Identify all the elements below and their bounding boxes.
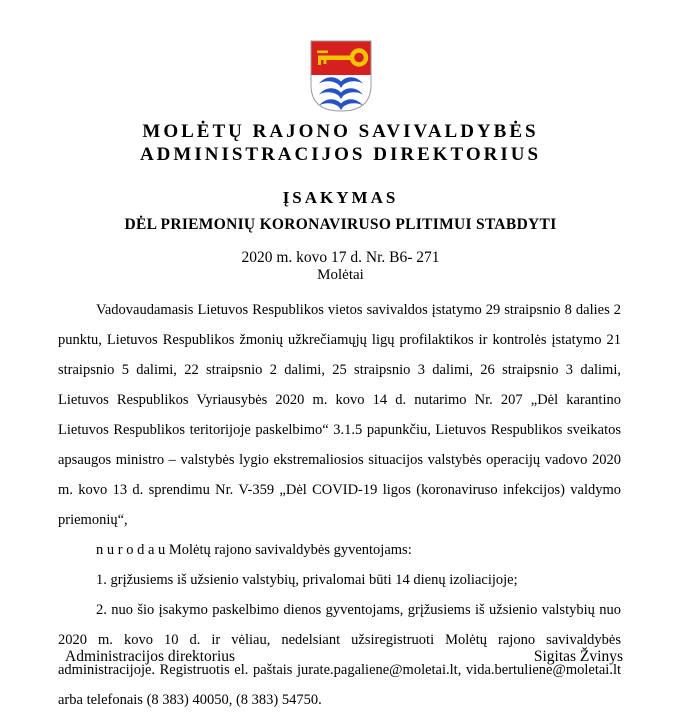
signature-name: Sigitas Žvinys bbox=[533, 648, 623, 665]
moletai-coat-of-arms-icon bbox=[310, 40, 372, 112]
body-paragraph-legal-basis: Vadovaudamasis Lietuvos Respublikos vietos savivaldos įstatymo 29 straipsnio 8 dalies 2 punktu, Lietuvos Respublikos žmonių užkrečiamųjų ligų profilaktikos ir kontrolės įstatymo 21 straipsnio 5 dalimi, 22 straipsnio 2 dalimi, 25 straipsnio 3 dalimi, 26 straipsnio 3 dalimi, Lietuvos Respublikos Vyriausybės 2020 m. kovo 14 d. nutarimo Nr. 207 „Dėl karantino Lietuvos Respublikos teritorijoje paskelbimo“ 3.1.5 papunkčiu, Lietuvos Respublikos sveikatos apsaugos ministro – valstybės lygio ekstremaliosios situacijos valstybės operacijų vadovo 2020 m. kovo 13 d. sprendimu Nr. V-359 „Dėl COVID-19 ligos (koronaviruso infekcijos) valdymo priemonių“, bbox=[58, 302, 621, 528]
doc-place: Molėtai bbox=[317, 267, 364, 283]
doc-date-number: 2020 m. kovo 17 d. Nr. B6- 271 bbox=[241, 249, 440, 266]
doc-subject-heading: DĖL PRIEMONIŲ KORONAVIRUSO PLITIMUI STABDYTI bbox=[124, 216, 557, 233]
signature-position-title: Administracijos direktorius bbox=[65, 648, 236, 665]
signature-row bbox=[65, 648, 623, 666]
doc-type-heading: ĮSAKYMAS bbox=[282, 188, 399, 207]
body-directive-line: n u r o d a u Molėtų rajono savivaldybės gyventojams: bbox=[96, 542, 412, 558]
body-item-2: 2. nuo šio įsakymo paskelbimo dienos gyventojams, grįžusiems iš užsienio valstybių nuo 2020 m. kovo 10 d. ir vėliau, nedelsiant užsiregistruoti Molėtų rajono savivaldybės administracijoje. Registruotis el. paštais jurate.pagaliene@moletai.lt, vida.bertuliene@moletai.lt arba telefonais (8 383) 40050, (8 383) 54750. bbox=[58, 602, 621, 708]
body-item-1: 1. grįžusiems iš užsienio valstybių, privalomai būti 14 dienų izoliacijoje; bbox=[96, 572, 518, 588]
org-name-line1: MOLĖTŲ RAJONO SAVIVALDYBĖS bbox=[142, 121, 539, 142]
org-name-line2: ADMINISTRACIJOS DIREKTORIUS bbox=[139, 144, 542, 165]
